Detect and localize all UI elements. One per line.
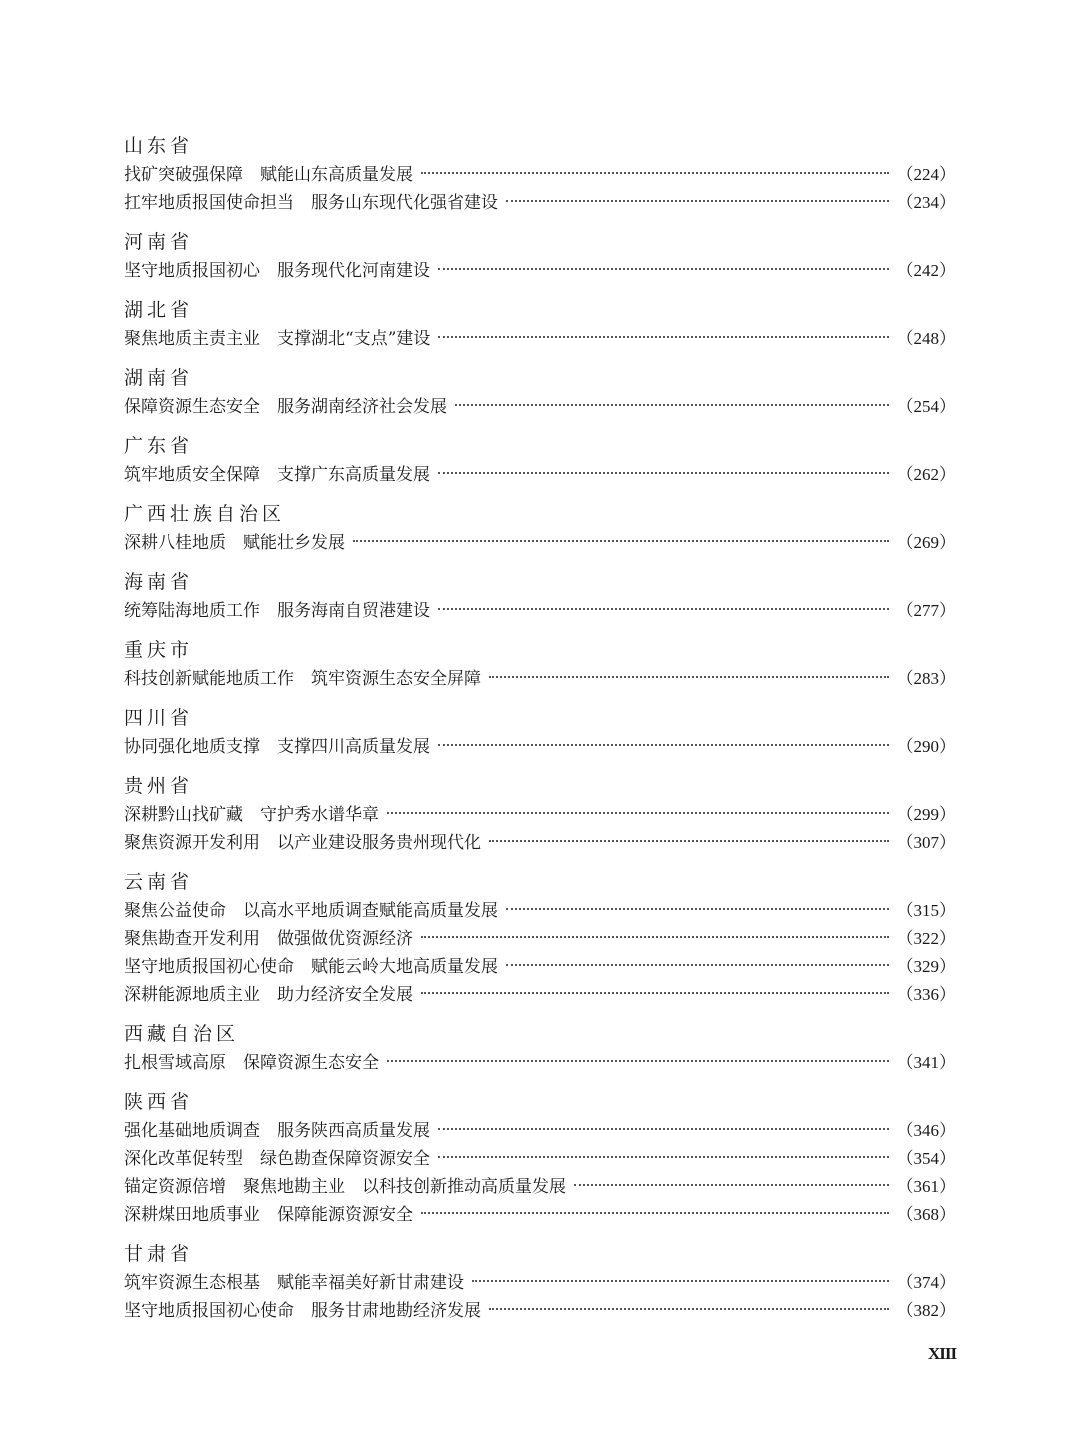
toc-section xyxy=(124,1019,956,1077)
toc-entry[interactable] xyxy=(124,161,956,189)
entry-page-number: （242） xyxy=(896,261,956,280)
toc-section xyxy=(124,499,956,557)
toc-entry[interactable] xyxy=(124,597,956,625)
dot-leader xyxy=(387,1060,889,1062)
toc-entry[interactable] xyxy=(124,801,956,829)
toc-section xyxy=(124,771,956,857)
entry-page-number: （354） xyxy=(896,1149,956,1168)
entry-title: 坚守地质报国初心 服务现代化河南建设 xyxy=(124,261,430,281)
dot-leader xyxy=(489,1308,889,1310)
toc-entry[interactable] xyxy=(124,189,956,217)
entry-page-number: （382） xyxy=(896,1301,956,1320)
entry-title: 深耕能源地质主业 助力经济安全发展 xyxy=(124,985,413,1005)
toc-entry[interactable] xyxy=(124,529,956,557)
entry-title: 协同强化地质支撑 支撑四川高质量发展 xyxy=(124,737,430,757)
toc-entry[interactable] xyxy=(124,1173,956,1201)
entry-page-number: （234） xyxy=(896,193,956,212)
section-heading: 重庆市 xyxy=(124,639,194,661)
toc-entry[interactable] xyxy=(124,953,956,981)
toc-entry[interactable] xyxy=(124,1049,956,1077)
entry-page-number: （307） xyxy=(896,833,956,852)
section-heading: 湖南省 xyxy=(124,367,194,389)
toc-entry[interactable] xyxy=(124,1117,956,1145)
entry-page-number: （329） xyxy=(896,957,956,976)
toc-entry[interactable] xyxy=(124,461,956,489)
section-heading: 甘肃省 xyxy=(124,1243,194,1265)
table-of-contents xyxy=(124,131,956,1335)
toc-section xyxy=(124,1087,956,1229)
section-heading: 云南省 xyxy=(124,871,194,893)
dot-leader xyxy=(438,744,889,746)
section-heading: 山东省 xyxy=(124,135,194,157)
toc-section xyxy=(124,295,956,353)
section-heading: 贵州省 xyxy=(124,775,194,797)
entry-page-number: （277） xyxy=(896,601,956,620)
section-heading: 河南省 xyxy=(124,231,194,253)
toc-entry[interactable] xyxy=(124,733,956,761)
entry-page-number: （269） xyxy=(896,533,956,552)
toc-entry[interactable] xyxy=(124,1145,956,1173)
entry-title: 聚焦资源开发利用 以产业建设服务贵州现代化 xyxy=(124,833,481,853)
dot-leader xyxy=(489,676,889,678)
dot-leader xyxy=(489,840,889,842)
toc-section xyxy=(124,635,956,693)
entry-title: 扎根雪域高原 保障资源生态安全 xyxy=(124,1053,379,1073)
dot-leader xyxy=(574,1184,889,1186)
toc-entry[interactable] xyxy=(124,1269,956,1297)
toc-entry[interactable] xyxy=(124,1201,956,1229)
dot-leader xyxy=(353,540,889,542)
entry-title: 强化基础地质调查 服务陕西高质量发展 xyxy=(124,1121,430,1141)
entry-title: 深耕八桂地质 赋能壮乡发展 xyxy=(124,533,345,553)
toc-section xyxy=(124,867,956,1009)
toc-entry[interactable] xyxy=(124,665,956,693)
toc-entry[interactable] xyxy=(124,257,956,285)
toc-entry[interactable] xyxy=(124,829,956,857)
dot-leader xyxy=(421,1212,889,1214)
entry-page-number: （254） xyxy=(896,397,956,416)
entry-page-number: （336） xyxy=(896,985,956,1004)
entry-title: 筑牢资源生态根基 赋能幸福美好新甘肃建设 xyxy=(124,1273,464,1293)
dot-leader xyxy=(438,1128,889,1130)
dot-leader xyxy=(455,404,889,406)
page-number-folio: XIII xyxy=(928,1344,957,1363)
entry-title: 筑牢地质安全保障 支撑广东高质量发展 xyxy=(124,465,430,485)
entry-title: 科技创新赋能地质工作 筑牢资源生态安全屏障 xyxy=(124,669,481,689)
entry-page-number: （262） xyxy=(896,465,956,484)
entry-title: 扛牢地质报国使命担当 服务山东现代化强省建设 xyxy=(124,193,498,213)
section-heading: 广东省 xyxy=(124,435,194,457)
toc-entry[interactable] xyxy=(124,981,956,1009)
entry-page-number: （346） xyxy=(896,1121,956,1140)
entry-page-number: （368） xyxy=(896,1205,956,1224)
entry-title: 保障资源生态安全 服务湖南经济社会发展 xyxy=(124,397,447,417)
entry-title: 找矿突破强保障 赋能山东高质量发展 xyxy=(124,165,413,185)
section-heading: 海南省 xyxy=(124,571,194,593)
entry-page-number: （299） xyxy=(896,805,956,824)
entry-title: 坚守地质报国初心使命 服务甘肃地勘经济发展 xyxy=(124,1301,481,1321)
section-heading: 湖北省 xyxy=(124,299,194,321)
entry-page-number: （315） xyxy=(896,901,956,920)
dot-leader xyxy=(387,812,889,814)
entry-page-number: （374） xyxy=(896,1273,956,1292)
section-heading: 四川省 xyxy=(124,707,194,729)
entry-page-number: （341） xyxy=(896,1053,956,1072)
entry-page-number: （322） xyxy=(896,929,956,948)
entry-page-number: （290） xyxy=(896,737,956,756)
toc-entry[interactable] xyxy=(124,925,956,953)
section-heading: 西藏自治区 xyxy=(124,1023,240,1045)
entry-title: 深耕煤田地质事业 保障能源资源安全 xyxy=(124,1205,413,1225)
toc-section xyxy=(124,363,956,421)
section-heading: 陕西省 xyxy=(124,1091,194,1113)
toc-section xyxy=(124,227,956,285)
dot-leader xyxy=(421,172,889,174)
dot-leader xyxy=(438,1156,889,1158)
entry-title: 坚守地质报国初心使命 赋能云岭大地高质量发展 xyxy=(124,957,498,977)
toc-entry[interactable] xyxy=(124,325,956,353)
entry-page-number: （224） xyxy=(896,165,956,184)
toc-section xyxy=(124,431,956,489)
entry-title: 统筹陆海地质工作 服务海南自贸港建设 xyxy=(124,601,430,621)
dot-leader xyxy=(506,200,889,202)
section-heading: 广西壮族自治区 xyxy=(124,503,286,525)
toc-section xyxy=(124,131,956,217)
dot-leader xyxy=(438,608,889,610)
entry-title: 深耕黔山找矿藏 守护秀水谱华章 xyxy=(124,805,379,825)
entry-title: 深化改革促转型 绿色勘查保障资源安全 xyxy=(124,1149,430,1169)
entry-title: 聚焦勘查开发利用 做强做优资源经济 xyxy=(124,929,413,949)
entry-page-number: （283） xyxy=(896,669,956,688)
entry-page-number: （361） xyxy=(896,1177,956,1196)
toc-entry[interactable] xyxy=(124,897,956,925)
toc-section xyxy=(124,703,956,761)
dot-leader xyxy=(472,1280,889,1282)
entry-title: 聚焦公益使命 以高水平地质调查赋能高质量发展 xyxy=(124,901,498,921)
dot-leader xyxy=(421,992,889,994)
dot-leader xyxy=(438,472,889,474)
dot-leader xyxy=(506,908,889,910)
dot-leader xyxy=(438,336,888,338)
toc-section xyxy=(124,567,956,625)
entry-title: 锚定资源倍增 聚焦地勘主业 以科技创新推动高质量发展 xyxy=(124,1177,566,1197)
entry-title: 聚焦地质主责主业 支撑湖北“支点”建设 xyxy=(124,329,431,349)
dot-leader xyxy=(438,268,889,270)
entry-page-number: （248） xyxy=(896,329,956,348)
dot-leader xyxy=(506,964,889,966)
toc-entry[interactable] xyxy=(124,393,956,421)
toc-entry[interactable] xyxy=(124,1297,956,1325)
dot-leader xyxy=(421,936,889,938)
toc-section xyxy=(124,1239,956,1325)
